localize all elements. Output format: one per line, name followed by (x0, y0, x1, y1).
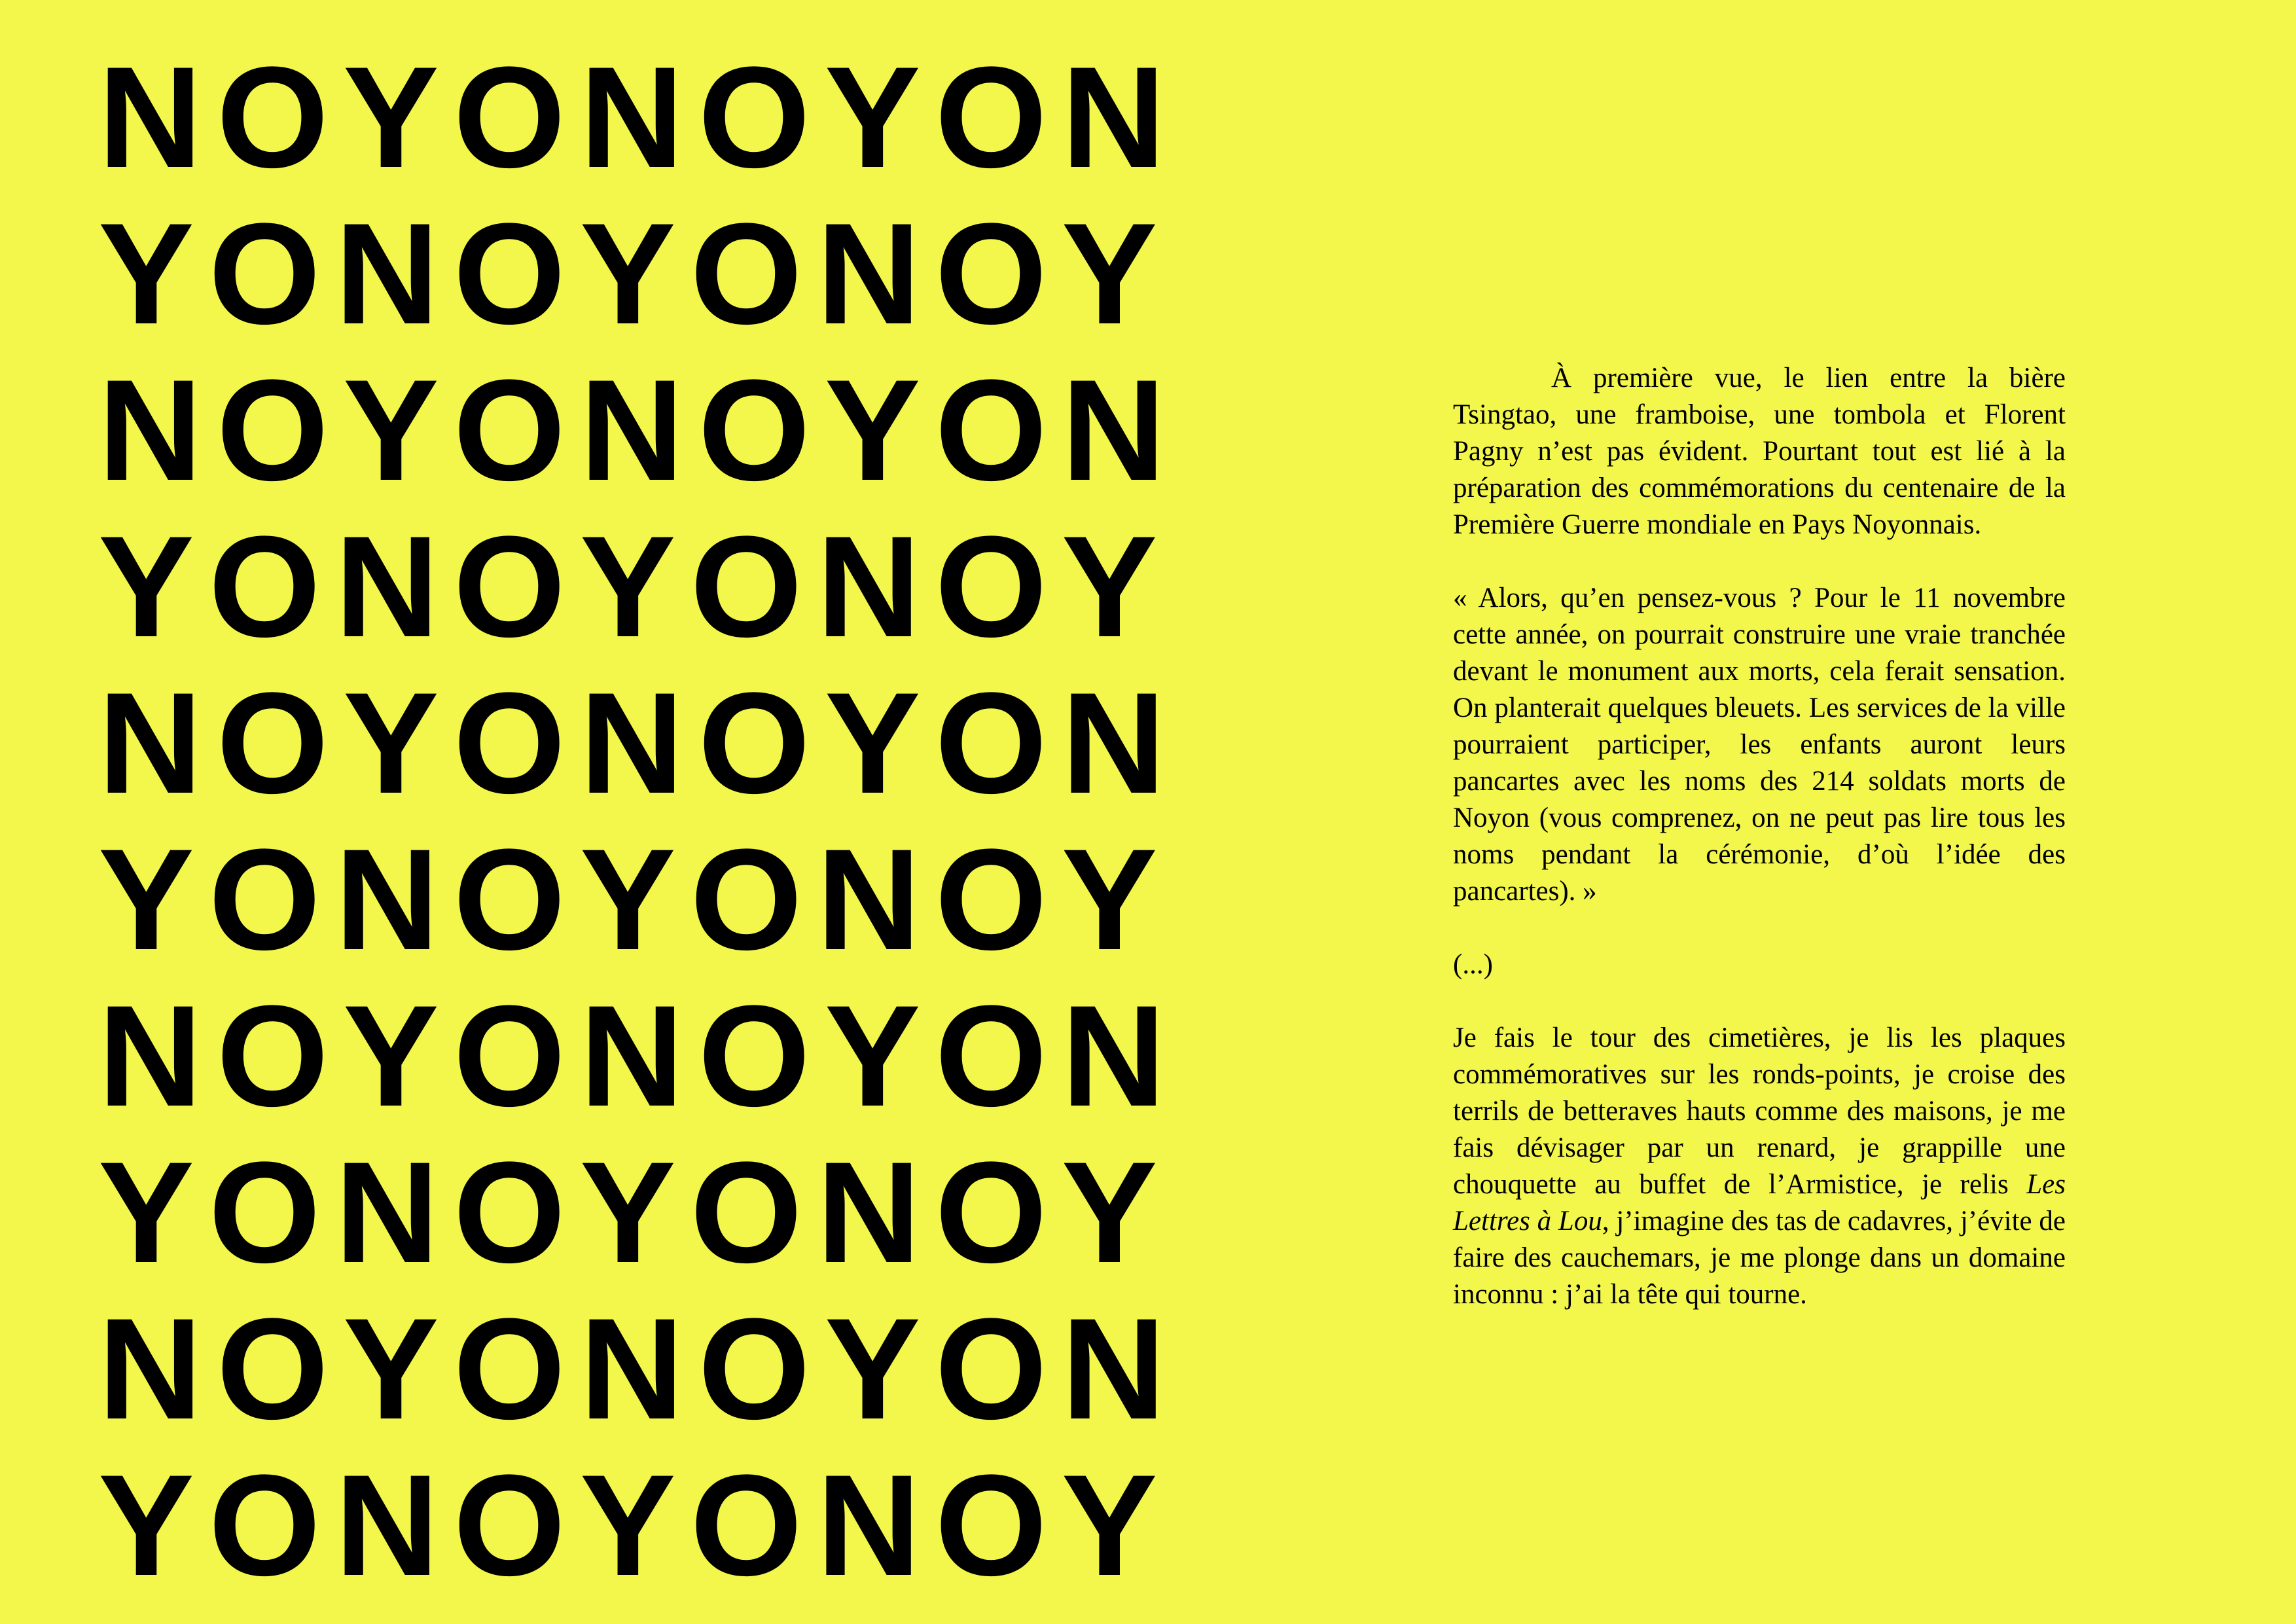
noyon-line: NOYONOYON (98, 662, 1180, 823)
book-title: Les Lettres à Lou (1453, 1169, 2066, 1236)
ellipsis-marker: (...) (1453, 949, 1493, 980)
closing-paragraph (1453, 1020, 2066, 1313)
intro-paragraph: À première vue, le lien entre la bière Tsingtao, une framboise, une tombola et Florent Pagny n’est pas évident. Pourtant tout est lié à la préparation des commémorations du centenaire de la Première Guerre mondiale en Pays Noyonnais. (1453, 363, 2066, 540)
closing-paragraph-end: , j’imagine des tas de cadavres, j’évite de faire des cauchemars, je me plonge dans un domaine inconnu : j’ai la tête qui tourne. (1453, 1206, 2066, 1310)
quote-paragraph: « Alors, qu’en pensez-vous ? Pour le 11 novembre cette année, on pourrait construire une vraie tranchée devant le monument aux morts, cela ferait sensation. On planterait quelques bleuets. Les services de la ville pourraient participer, les enfants auront leurs pancartes avec les noms des 214 soldats morts de Noyon (vous comprenez, on ne peut pas lire tous les noms pendant la cérémonie, d’où l’idée des pancartes). » (1453, 583, 2066, 907)
noyon-typographic-block (98, 37, 1180, 1606)
noyon-line: NOYONOYON (98, 1288, 1180, 1449)
noyon-line: NOYONOYON (98, 350, 1180, 511)
noyon-line: YONOYONOY (98, 506, 1172, 667)
noyon-line: YONOYONOY (98, 1445, 1172, 1606)
closing-paragraph-start: Je fais le tour des cimetières, je lis les plaques commémoratives sur les ronds-points, je croise des terrils de betteraves hauts comme des maisons, je me fais dévisager par un renard, je grappille une chouquette au buffet de l’Armistice, je relis (1453, 1022, 2066, 1200)
noyon-line: YONOYONOY (98, 1132, 1172, 1293)
noyon-line: YONOYONOY (98, 819, 1172, 980)
body-text-column (1453, 360, 2066, 1313)
noyon-line: YONOYONOY (98, 193, 1172, 354)
noyon-line: NOYONOYON (98, 37, 1180, 198)
noyon-line: NOYONOYON (98, 975, 1180, 1136)
